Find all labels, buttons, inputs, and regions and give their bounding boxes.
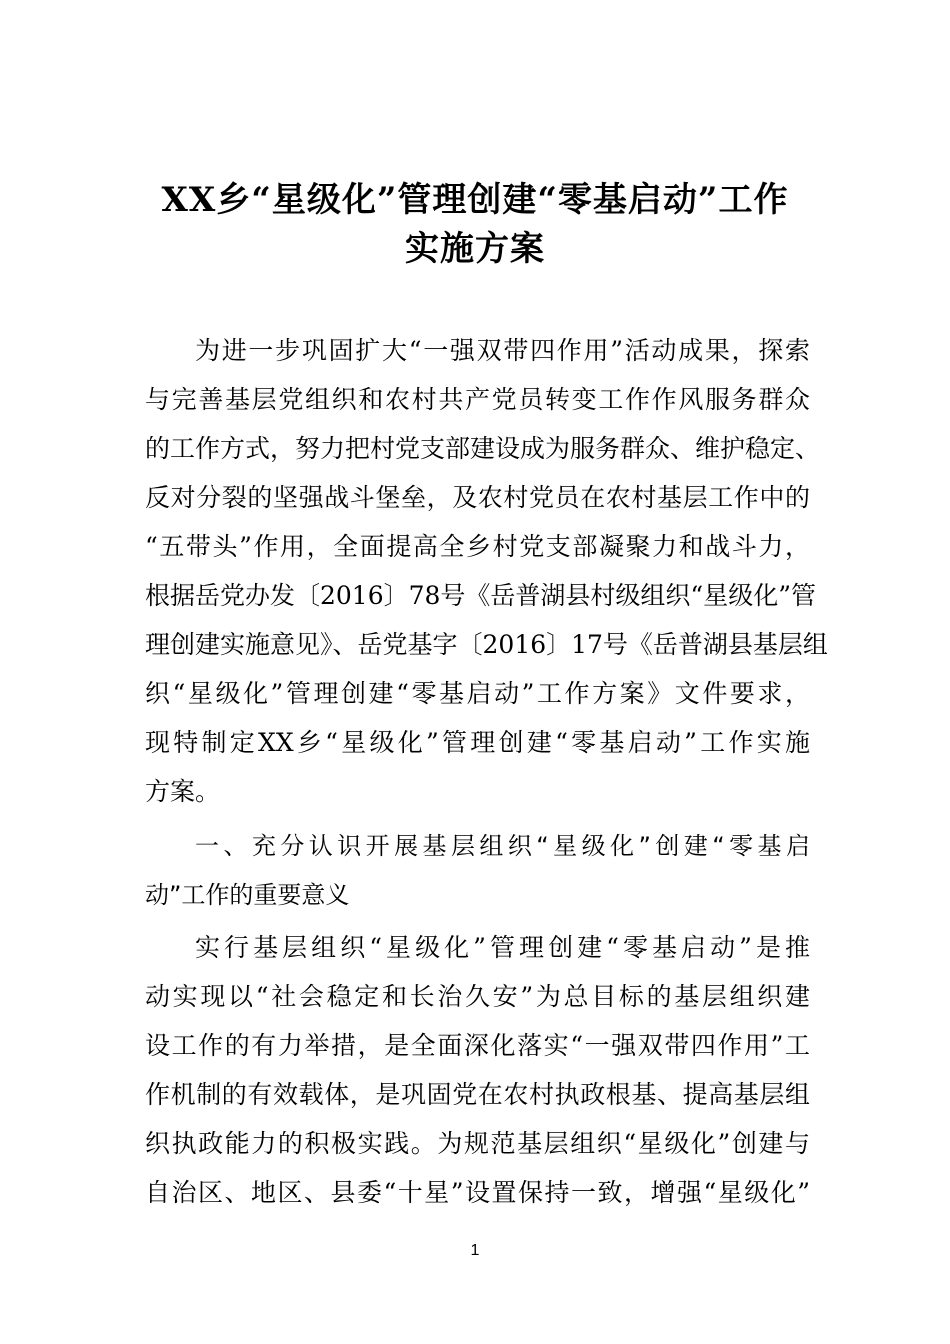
intro-line: 根据岳党办发〔2016〕78号《岳普湖县村级组织“星级化”管 — [145, 581, 816, 610]
page-number: 1 — [470, 1242, 480, 1259]
document-title-line-1: XX乡“星级化”管理创建“零基启动”工作 — [161, 180, 789, 220]
intro-line: 的工作方式，努力把村党支部建设成为服务群众、维护稳定、 — [145, 434, 821, 463]
intro-line: 现特制定XX乡“星级化”管理创建“零基启动”工作实施 — [145, 728, 810, 757]
intro-line: 织“星级化”管理创建“零基启动”工作方案》文件要求， — [145, 679, 810, 708]
intro-line: 理创建实施意见》、岳党基字〔2016〕17号《岳普湖县基层组 — [145, 630, 828, 659]
intro-line: 与完善基层党组织和农村共产党员转变工作作风服务群众 — [145, 385, 810, 414]
intro-line: 反对分裂的坚强战斗堡垒，及农村党员在农村基层工作中的 — [145, 483, 810, 512]
section-body-line: 实行基层组织“星级化”管理创建“零基启动”是推 — [195, 933, 810, 962]
section-body-line: 作机制的有效载体，是巩固党在农村执政根基、提高基层组 — [145, 1080, 810, 1109]
intro-line: “五带头”作用，全面提高全乡村党支部凝聚力和战斗力， — [145, 532, 810, 561]
section-body-line: 设工作的有力举措，是全面深化落实“一强双带四作用”工 — [145, 1031, 810, 1060]
section-heading-line: 动”工作的重要意义 — [145, 881, 350, 909]
intro-line: 方案。 — [145, 777, 221, 806]
section-heading-line: 一、充分认识开展基层组织“星级化”创建“零基启 — [195, 832, 810, 860]
section-body-line: 动实现以“社会稳定和长治久安”为总目标的基层组织建 — [145, 982, 810, 1011]
section-body-line: 自治区、地区、县委“十星”设置保持一致，增强“星级化” — [145, 1178, 810, 1207]
section-body-line: 织执政能力的积极实践。为规范基层组织“星级化”创建与 — [145, 1129, 810, 1158]
document-title-line-2: 实施方案 — [405, 229, 545, 269]
intro-line: 为进一步巩固扩大“一强双带四作用”活动成果，探索 — [195, 336, 810, 365]
